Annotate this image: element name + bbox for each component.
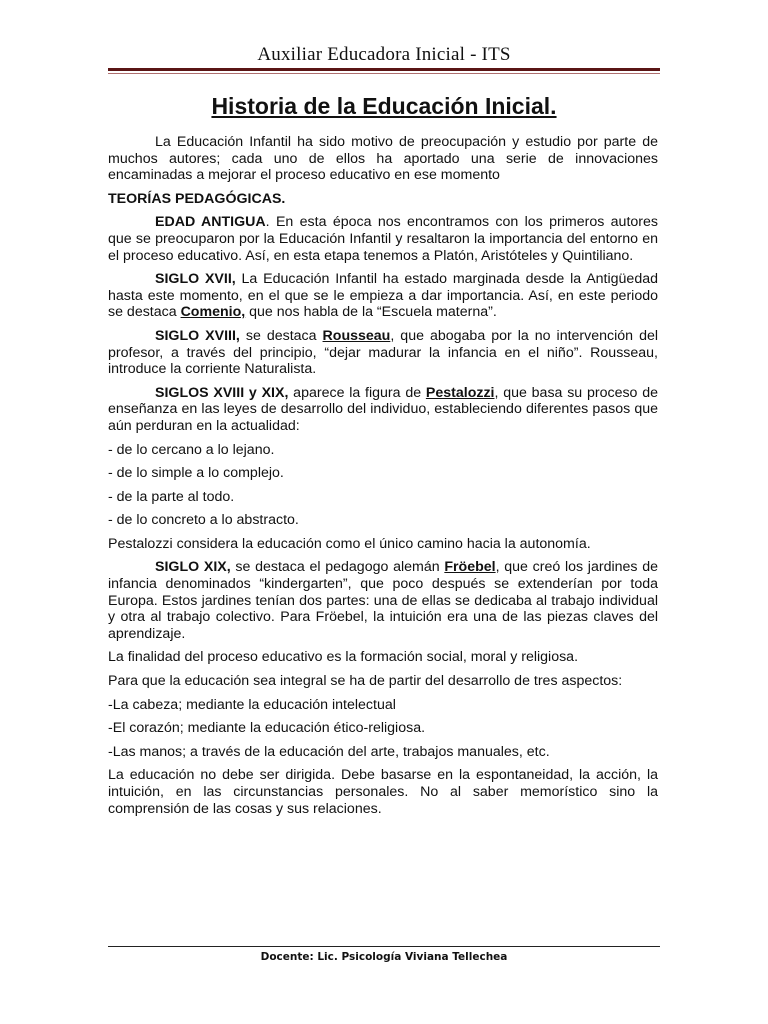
paragraph-text: , que creó los jardines de infancia denominados “kindergarten”, que poco después se extenderían por toda Europa. Estos jardines tenían dos partes: una de ellas se dedicaba al trabajo individual y otra al trabajo colectivo. Para Fröebel, la intuición era una de las piezas claves del aprendizaje. (108, 559, 658, 642)
header-title: Auxiliar Educadora Inicial - ITS (257, 44, 511, 65)
integral-paragraph: Para que la educación sea integral se ha de partir del desarrollo de tres aspectos: (108, 673, 623, 690)
section-heading: TEORÍAS PEDAGÓGICAS. (108, 190, 286, 207)
period-label: SIGLO XVII, (155, 271, 236, 288)
paragraph-edad-antigua (108, 214, 658, 264)
list-item: - de lo simple a lo complejo. (108, 465, 284, 482)
list-item: -Las manos; a través de la educación del arte, trabajos manuales, etc. (108, 743, 550, 760)
period-label: SIGLO XIX, (155, 559, 231, 576)
header-rule-thin (108, 73, 660, 74)
header-rule (108, 68, 660, 71)
author-name: Comenio, (180, 304, 246, 321)
author-name: Pestalozzi (425, 384, 495, 401)
paragraph-text: , que basa su proceso de enseñanza en las leyes de desarrollo del individuo, estableciendo diferentes pasos que aún perduran en la actualidad: (108, 384, 659, 434)
paragraph-text: , que abogaba por la no intervención del profesor, a través del principio, “dejar madurar la infancia en el niño”. Rousseau, introduce la corriente Naturalista. (108, 327, 658, 378)
period-label: SIGLO XVIII, (155, 327, 240, 344)
finalidad-paragraph: La finalidad del proceso educativo es la formación social, moral y religiosa. (108, 649, 579, 666)
paragraph-siglos-xviii-xix (108, 385, 658, 435)
list-item: - de la parte al todo. (108, 488, 235, 505)
list-item: -El corazón; mediante la educación ético-religiosa. (108, 720, 426, 737)
document-body (108, 134, 658, 824)
list-item: -La cabeza; mediante la educación intelectual (108, 696, 396, 713)
document-title: Historia de la Educación Inicial. (211, 93, 557, 119)
author-name: Fröebel (444, 559, 496, 576)
intro-paragraph: La Educación Infantil ha sido motivo de preocupación y estudio por parte de muchos autores; cada uno de ellos ha aportado una serie de innovaciones encaminadas a mejorar el proceso educativo en ese momento (108, 134, 658, 184)
paragraph-text: La Educación Infantil ha estado marginada desde la Antigüedad hasta este momento, en el que se le empieza a dar importancia. Así, en este periodo se destaca (108, 271, 658, 321)
period-label: EDAD ANTIGUA (155, 214, 266, 231)
paragraph-text: se destaca (239, 327, 323, 344)
footer-rule (108, 946, 660, 947)
paragraph-siglo-xvii (108, 271, 658, 321)
paragraph-siglo-xviii (108, 328, 658, 378)
author-name: Rousseau (322, 327, 391, 344)
period-label: SIGLOS XVIII y XIX, (155, 384, 289, 401)
footer-text: Docente: Lic. Psicología Viviana Tellechea (260, 951, 508, 963)
list-item: - de lo cercano a lo lejano. (108, 441, 275, 458)
pestalozzi-note: Pestalozzi considera la educación como el único camino hacia la autonomía. (108, 535, 591, 552)
paragraph-text: aparece la figura de (288, 384, 426, 401)
paragraph-text: . En esta época nos encontramos con los primeros autores que se preocuparon por la Educación Infantil y resaltaron la importancia del entorno en el proceso educativo. Así, en esta etapa tenemos a Platón, Aristóteles y Quintiliano. (108, 214, 658, 264)
closing-paragraph: La educación no debe ser dirigida. Debe basarse en la espontaneidad, la acción, la intuición, en las circunstancias personales. No al saber memorístico sino la comprensión de las cosas y sus relaciones. (108, 767, 658, 817)
paragraph-text: que nos habla de la “Escuela materna”. (245, 304, 497, 321)
paragraph-text: se destaca el pedagogo alemán (230, 559, 445, 576)
list-item: - de lo concreto a lo abstracto. (108, 512, 299, 529)
paragraph-siglo-xix (108, 559, 658, 642)
